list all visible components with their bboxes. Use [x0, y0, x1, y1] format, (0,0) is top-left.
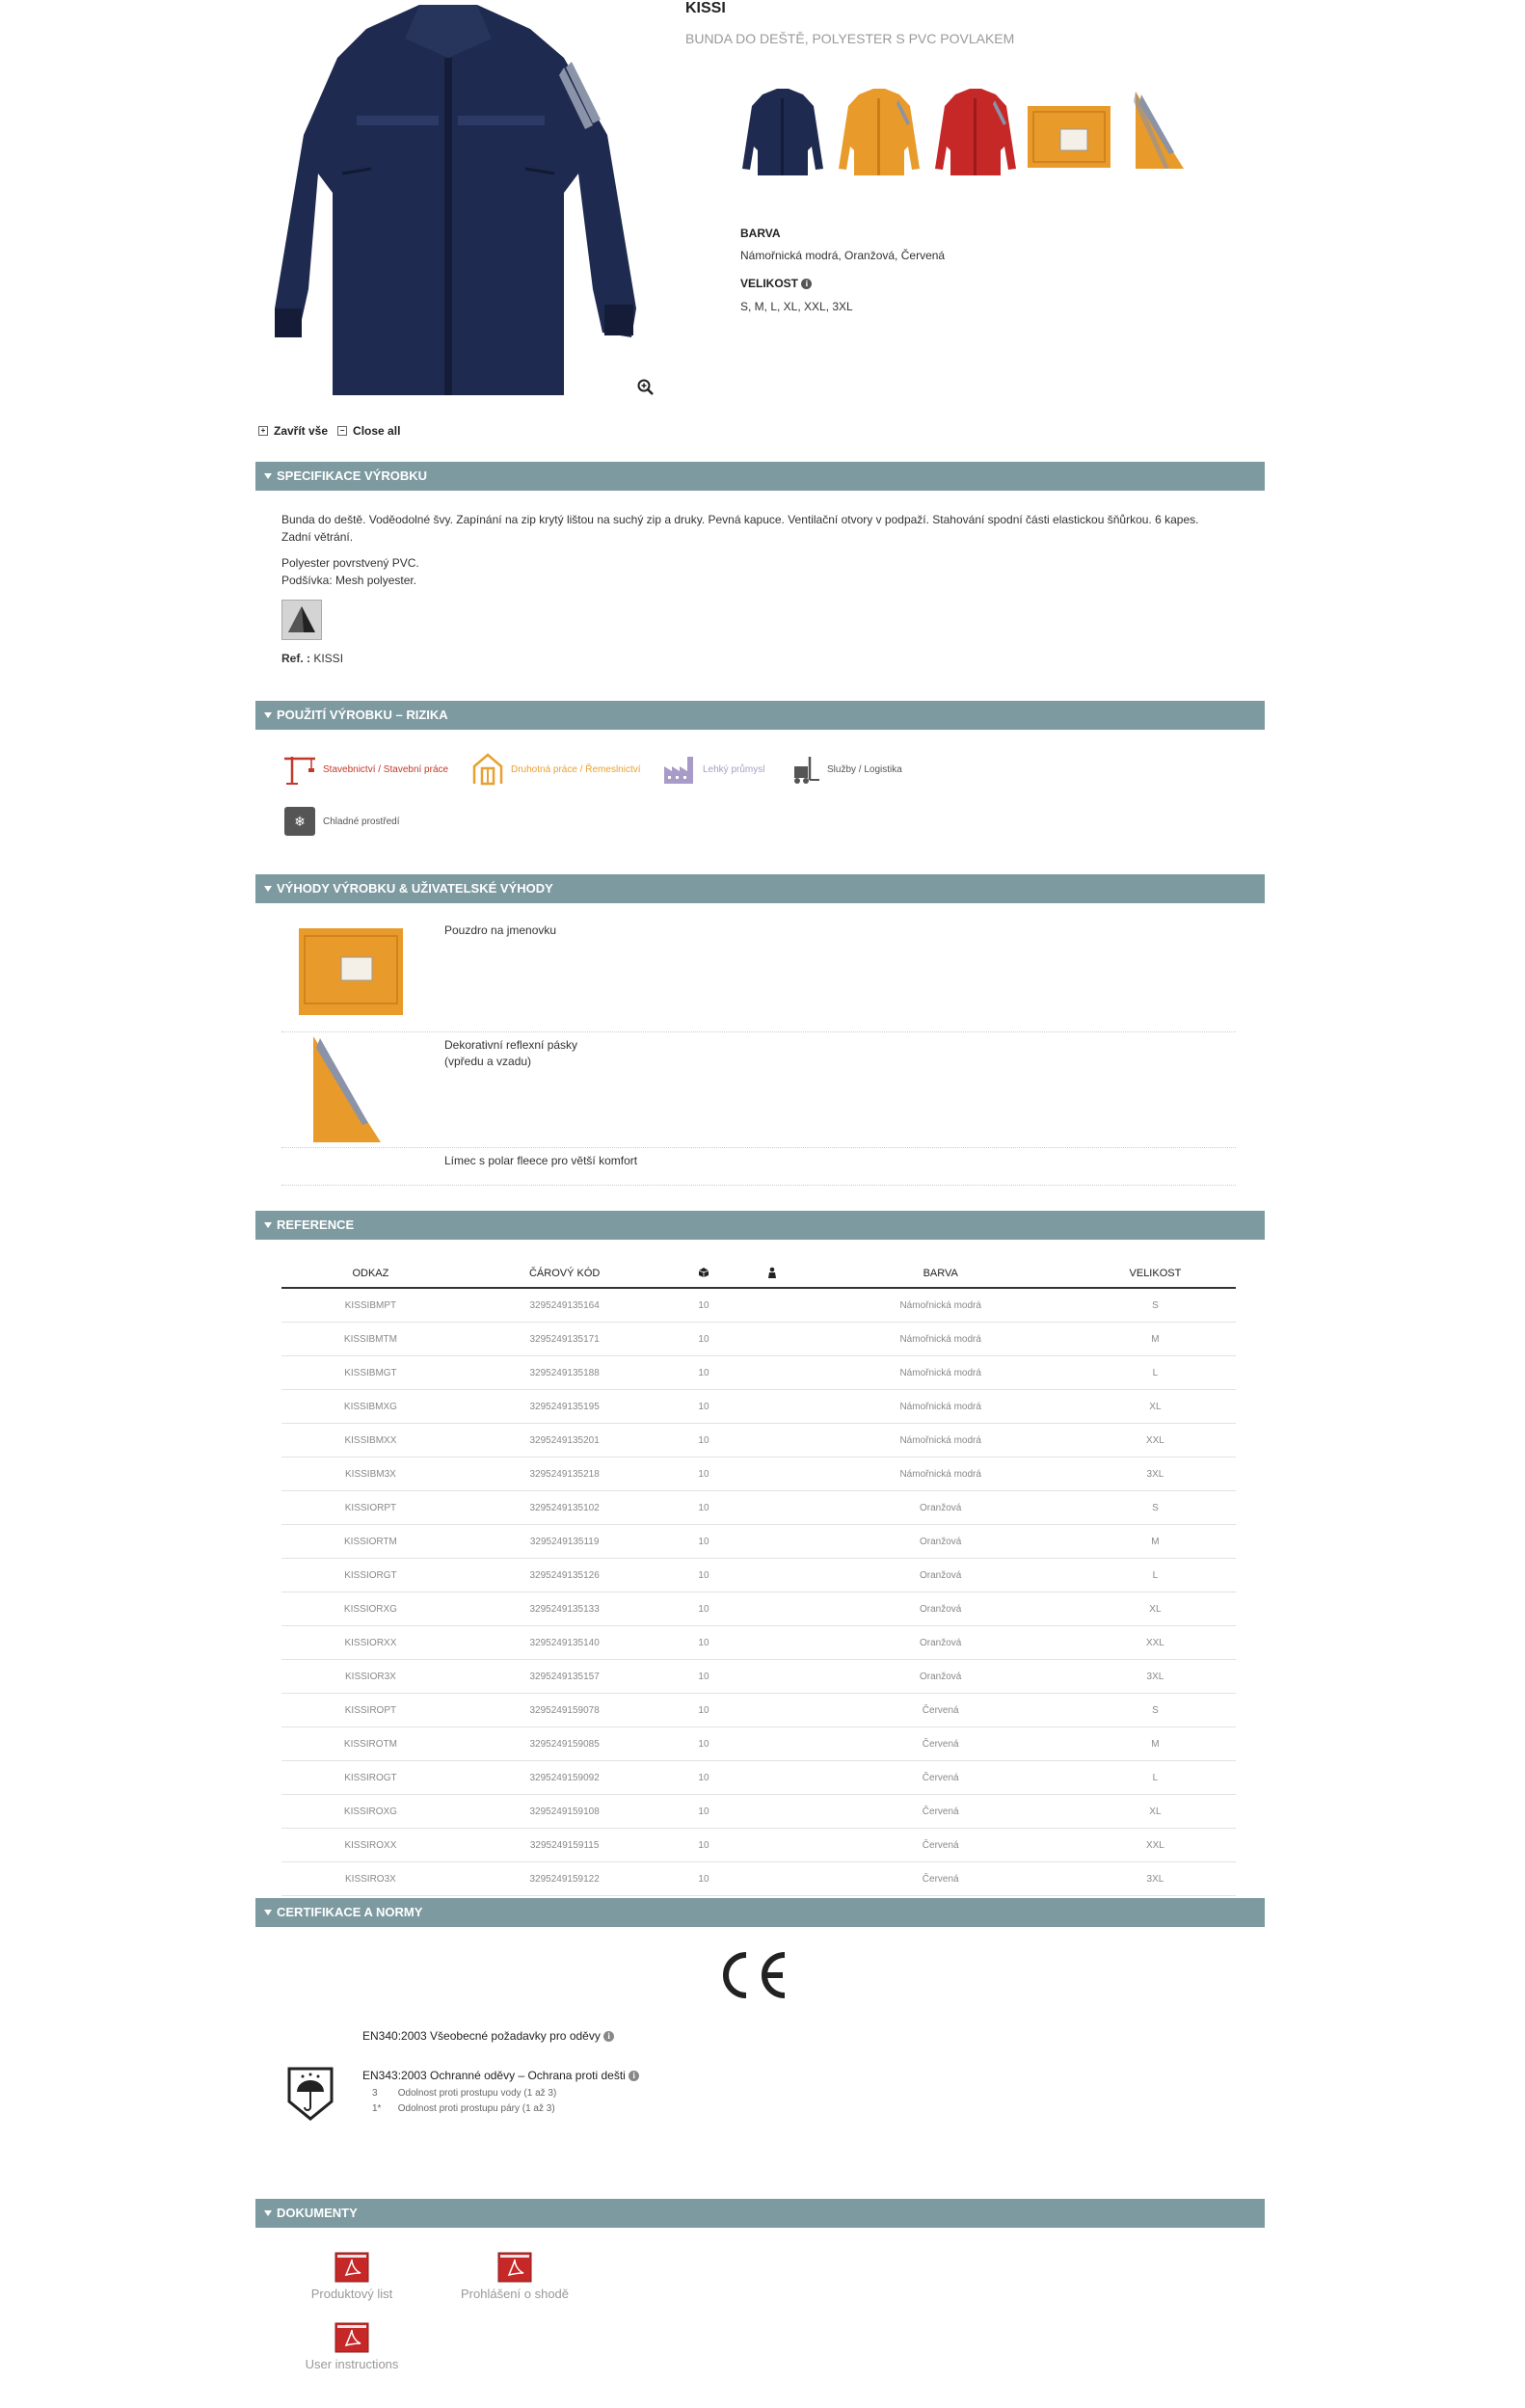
cell-color: Oranžová [807, 1491, 1075, 1525]
section-reference-title: REFERENCE [277, 1217, 355, 1232]
cell-pack-qty: 10 [669, 1559, 737, 1592]
cell-ref: KISSIROPT [281, 1694, 460, 1727]
cell-size: S [1075, 1491, 1236, 1525]
table-row [281, 1592, 1236, 1626]
color-value: Námořnická modrá, Oranžová, Červená [740, 249, 946, 262]
cell-pack-qty: 10 [669, 1356, 737, 1390]
table-row [281, 1862, 1236, 1896]
section-spec-title: SPECIFIKACE VÝROBKU [277, 468, 428, 483]
section-docs-header[interactable] [255, 2199, 1265, 2228]
cell-barcode: 3295249135164 [460, 1288, 670, 1323]
norm-level: 3 [372, 2088, 378, 2099]
cell-size: L [1075, 1761, 1236, 1795]
thumb-orange-jacket[interactable] [835, 87, 923, 183]
chevron-down-icon [264, 1910, 272, 1915]
cell-unit [738, 1626, 807, 1660]
section-cert-header[interactable] [255, 1898, 1265, 1927]
pdf-icon [334, 2322, 369, 2353]
benefit-text: Límec s polar fleece pro větší komfort [444, 1154, 638, 1167]
close-all-link-en[interactable]: Close all [353, 424, 401, 438]
spec-ref [281, 652, 343, 665]
thumb-reflective-stripe[interactable] [1126, 87, 1193, 183]
cell-size: XL [1075, 1390, 1236, 1424]
cell-pack-qty: 10 [669, 1592, 737, 1626]
benefit-image-reflective [308, 1036, 386, 1142]
cell-pack-qty: 10 [669, 1323, 737, 1356]
section-usage-header[interactable] [255, 701, 1265, 730]
norm-en340-text: EN340:2003 Všeobecné požadavky pro oděvy [362, 2029, 601, 2043]
chevron-down-icon [264, 1222, 272, 1228]
document-declaration-of-conformity[interactable] [438, 2252, 592, 2301]
cell-pack-qty: 10 [669, 1424, 737, 1458]
risk-label: Chladné prostředí [323, 816, 400, 827]
table-row [281, 1761, 1236, 1795]
cell-unit [738, 1694, 807, 1727]
cell-ref: KISSIROXX [281, 1829, 460, 1862]
cell-color: Námořnická modrá [807, 1458, 1075, 1491]
document-label[interactable]: Prohlášení o shodě [460, 2287, 570, 2301]
section-benefits-title: VÝHODY VÝROBKU & UŽIVATELSKÉ VÝHODY [277, 881, 553, 896]
cell-size: L [1075, 1356, 1236, 1390]
table-row [281, 1525, 1236, 1559]
risk-construction [282, 750, 448, 789]
norm-en343-detail2 [372, 2103, 555, 2114]
cell-pack-qty: 10 [669, 1795, 737, 1829]
size-value: S, M, L, XL, XXL, 3XL [740, 300, 853, 313]
cell-barcode: 3295249135218 [460, 1458, 670, 1491]
info-icon[interactable]: i [603, 2031, 614, 2042]
cell-unit [738, 1390, 807, 1424]
norm-level: 1* [372, 2103, 382, 2114]
cell-ref: KISSIROXG [281, 1795, 460, 1829]
section-benefits-header[interactable] [255, 874, 1265, 903]
norm-en343 [362, 2069, 639, 2082]
product-title: KISSI [685, 0, 726, 16]
cell-ref: KISSIORTM [281, 1525, 460, 1559]
cell-barcode: 3295249159122 [460, 1862, 670, 1896]
table-row [281, 1288, 1236, 1323]
reference-table-body [281, 1288, 1236, 1896]
risk-label: Druhotná práce / Řemeslnictví [511, 763, 641, 775]
cell-color: Námořnická modrá [807, 1424, 1075, 1458]
risk-cold [282, 802, 400, 841]
cell-size: L [1075, 1559, 1236, 1592]
cell-color: Červená [807, 1694, 1075, 1727]
chevron-down-icon [264, 2210, 272, 2216]
document-user-instructions[interactable] [275, 2322, 429, 2371]
cell-barcode: 3295249159085 [460, 1727, 670, 1761]
cell-barcode: 3295249135119 [460, 1525, 670, 1559]
cell-barcode: 3295249135140 [460, 1626, 670, 1660]
cell-size: S [1075, 1694, 1236, 1727]
cell-unit [738, 1660, 807, 1694]
size-label: VELIKOST [740, 277, 799, 290]
col-header-unit[interactable] [738, 1260, 807, 1288]
cell-pack-qty: 10 [669, 1626, 737, 1660]
thumb-navy-jacket[interactable] [738, 87, 827, 183]
risk-label: Služby / Logistika [827, 763, 902, 775]
cell-color: Námořnická modrá [807, 1356, 1075, 1390]
cell-pack-qty: 10 [669, 1694, 737, 1727]
table-header-row [281, 1260, 1236, 1288]
cell-size: 3XL [1075, 1458, 1236, 1491]
close-all-icon[interactable]: − [337, 426, 347, 436]
cell-size: M [1075, 1525, 1236, 1559]
section-usage-title: POUŽITÍ VÝROBKU – RIZIKA [277, 708, 448, 722]
forklift-icon [787, 753, 821, 786]
svg-text:❄: ❄ [294, 815, 306, 830]
col-header-color[interactable]: BARVA [807, 1260, 1075, 1288]
cell-color: Červená [807, 1862, 1075, 1896]
table-row [281, 1390, 1236, 1424]
cell-barcode: 3295249135157 [460, 1660, 670, 1694]
ce-mark-logo [713, 1949, 790, 2001]
col-header-size[interactable]: VELIKOST [1075, 1260, 1236, 1288]
cell-pack-qty: 10 [669, 1525, 737, 1559]
cell-unit [738, 1458, 807, 1491]
info-icon[interactable]: i [801, 279, 812, 289]
benefit-text-line1: Dekorativní reflexní pásky [444, 1038, 578, 1052]
cell-color: Oranžová [807, 1559, 1075, 1592]
zoom-icon[interactable] [637, 379, 655, 396]
color-label: BARVA [740, 227, 781, 240]
cell-unit [738, 1761, 807, 1795]
cell-ref: KISSIBM3X [281, 1458, 460, 1491]
cell-ref: KISSIROGT [281, 1761, 460, 1795]
cell-size: S [1075, 1288, 1236, 1323]
info-icon[interactable]: i [629, 2071, 639, 2081]
spec-ref-label: Ref. : [281, 652, 310, 665]
col-header-pack[interactable] [669, 1260, 737, 1288]
benefit-image-badge-pocket [299, 928, 403, 1015]
reference-table [281, 1260, 1236, 1896]
cell-pack-qty: 10 [669, 1491, 737, 1525]
cell-size: XXL [1075, 1626, 1236, 1660]
collapse-all-link-cz[interactable]: Zavřít vše [274, 424, 329, 438]
cell-color: Červená [807, 1829, 1075, 1862]
size-label-row [740, 277, 812, 290]
document-product-sheet[interactable] [275, 2252, 429, 2301]
delta-plus-logo [281, 600, 322, 640]
benefit-row [281, 1148, 1236, 1186]
cell-color: Oranžová [807, 1626, 1075, 1660]
cell-unit [738, 1559, 807, 1592]
collapse-toggles [258, 424, 400, 438]
cell-ref: KISSIORPT [281, 1491, 460, 1525]
cell-ref: KISSIRO3X [281, 1862, 460, 1896]
cell-ref: KISSIORXG [281, 1592, 460, 1626]
risk-logistics [787, 750, 902, 789]
cell-color: Červená [807, 1761, 1075, 1795]
cell-size: 3XL [1075, 1862, 1236, 1896]
cell-barcode: 3295249135195 [460, 1390, 670, 1424]
thumb-badge-pocket[interactable] [1026, 87, 1112, 183]
cell-color: Námořnická modrá [807, 1390, 1075, 1424]
cell-color: Červená [807, 1727, 1075, 1761]
cell-unit [738, 1795, 807, 1829]
document-label[interactable]: Produktový list [310, 2287, 393, 2301]
col-header-barcode[interactable]: ČÁROVÝ KÓD [460, 1260, 670, 1288]
cell-pack-qty: 10 [669, 1458, 737, 1491]
cell-barcode: 3295249135133 [460, 1592, 670, 1626]
spec-material-line2: Podšívka: Mesh polyester. [281, 574, 417, 587]
cell-color: Námořnická modrá [807, 1288, 1075, 1323]
cell-unit [738, 1525, 807, 1559]
cell-unit [738, 1288, 807, 1323]
chevron-down-icon [264, 473, 272, 479]
cell-pack-qty: 10 [669, 1862, 737, 1896]
cell-pack-qty: 10 [669, 1288, 737, 1323]
table-row [281, 1660, 1236, 1694]
cell-barcode: 3295249159115 [460, 1829, 670, 1862]
cell-color: Oranžová [807, 1592, 1075, 1626]
cell-pack-qty: 10 [669, 1390, 737, 1424]
cold-environment-icon [282, 805, 317, 838]
cell-unit [738, 1862, 807, 1896]
risk-label: Stavebnictví / Stavební práce [323, 763, 449, 775]
table-row [281, 1323, 1236, 1356]
table-row [281, 1626, 1236, 1660]
norm-level-text: Odolnost proti prostupu páry (1 až 3) [397, 2103, 555, 2114]
risk-crafts [470, 750, 641, 789]
cell-size: XXL [1075, 1829, 1236, 1862]
main-product-image[interactable] [275, 0, 646, 410]
section-docs-title: DOKUMENTY [277, 2206, 358, 2220]
rain-protection-pictogram [285, 2065, 335, 2123]
cell-ref: KISSIBMGT [281, 1356, 460, 1390]
cell-barcode: 3295249135201 [460, 1424, 670, 1458]
cell-unit [738, 1829, 807, 1862]
cell-barcode: 3295249159078 [460, 1694, 670, 1727]
cell-barcode: 3295249135188 [460, 1356, 670, 1390]
cell-size: M [1075, 1727, 1236, 1761]
risk-light-industry [662, 750, 764, 789]
cell-ref: KISSIROTM [281, 1727, 460, 1761]
pdf-icon [497, 2252, 532, 2283]
norm-en340 [362, 2029, 614, 2043]
risk-label: Lehký průmysl [703, 763, 765, 775]
cell-size: 3XL [1075, 1660, 1236, 1694]
crane-icon [282, 753, 317, 786]
benefit-row [281, 1032, 1236, 1148]
cell-color: Námořnická modrá [807, 1323, 1075, 1356]
table-row [281, 1491, 1236, 1525]
table-row [281, 1795, 1236, 1829]
table-row [281, 1829, 1236, 1862]
section-spec-header[interactable] [255, 462, 1265, 491]
norm-en343-detail1 [372, 2088, 556, 2099]
cell-size: M [1075, 1323, 1236, 1356]
cell-unit [738, 1356, 807, 1390]
table-row [281, 1694, 1236, 1727]
cell-unit [738, 1491, 807, 1525]
cell-barcode: 3295249159092 [460, 1761, 670, 1795]
norm-en343-text: EN343:2003 Ochranné oděvy – Ochrana proti dešti [362, 2069, 626, 2082]
cell-ref: KISSIBMXX [281, 1424, 460, 1458]
cell-size: XL [1075, 1795, 1236, 1829]
table-row [281, 1356, 1236, 1390]
spec-material-line1: Polyester povrstvený PVC. [281, 556, 419, 570]
cell-unit [738, 1424, 807, 1458]
collapse-all-icon[interactable]: + [258, 426, 268, 436]
cell-size: XXL [1075, 1424, 1236, 1458]
cell-pack-qty: 10 [669, 1660, 737, 1694]
person-icon [766, 1267, 778, 1278]
cell-barcode: 3295249135102 [460, 1491, 670, 1525]
cell-pack-qty: 10 [669, 1829, 737, 1862]
cell-ref: KISSIBMXG [281, 1390, 460, 1424]
box-icon [698, 1267, 709, 1278]
cell-color: Oranžová [807, 1660, 1075, 1694]
col-header-ref[interactable]: ODKAZ [281, 1260, 460, 1288]
pdf-icon [334, 2252, 369, 2283]
scaffold-icon [470, 753, 505, 786]
factory-icon [662, 753, 697, 786]
benefit-text: Pouzdro na jmenovku [444, 923, 557, 937]
thumb-red-jacket[interactable] [931, 87, 1020, 183]
table-row [281, 1727, 1236, 1761]
cell-ref: KISSIORXX [281, 1626, 460, 1660]
spec-description: Bunda do deště. Voděodolné švy. Zapínání na zip krytý lištou na suchý zip a druky. Pevná kapuce. Ventilační otvory v podpaží. Stahování spodní části elastickou šňůrkou. 6 kapes. Zadní větrání. [281, 513, 1199, 544]
table-row [281, 1424, 1236, 1458]
cell-pack-qty: 10 [669, 1727, 737, 1761]
cell-barcode: 3295249159108 [460, 1795, 670, 1829]
cell-ref: KISSIBMPT [281, 1288, 460, 1323]
cell-color: Červená [807, 1795, 1075, 1829]
product-subtitle: BUNDA DO DEŠTĚ, POLYESTER S PVC POVLAKEM [685, 31, 1015, 46]
cell-ref: KISSIOR3X [281, 1660, 460, 1694]
benefit-row [281, 914, 1236, 1032]
cell-unit [738, 1727, 807, 1761]
cell-barcode: 3295249135126 [460, 1559, 670, 1592]
chevron-down-icon [264, 712, 272, 718]
table-row [281, 1458, 1236, 1491]
cell-unit [738, 1323, 807, 1356]
cell-pack-qty: 10 [669, 1761, 737, 1795]
table-row [281, 1559, 1236, 1592]
norm-level-text: Odolnost proti prostupu vody (1 až 3) [397, 2088, 557, 2099]
spec-ref-value: KISSI [313, 652, 344, 665]
cell-unit [738, 1592, 807, 1626]
cell-ref: KISSIBMTM [281, 1323, 460, 1356]
section-cert-title: CERTIFIKACE A NORMY [277, 1905, 423, 1919]
benefit-text-line2: (vpředu a vzadu) [444, 1055, 532, 1068]
cell-size: XL [1075, 1592, 1236, 1626]
section-reference-header[interactable] [255, 1211, 1265, 1240]
document-label[interactable]: User instructions [305, 2357, 399, 2371]
cell-color: Oranžová [807, 1525, 1075, 1559]
chevron-down-icon [264, 886, 272, 892]
cell-ref: KISSIORGT [281, 1559, 460, 1592]
benefit-text [444, 1037, 577, 1070]
cell-barcode: 3295249135171 [460, 1323, 670, 1356]
